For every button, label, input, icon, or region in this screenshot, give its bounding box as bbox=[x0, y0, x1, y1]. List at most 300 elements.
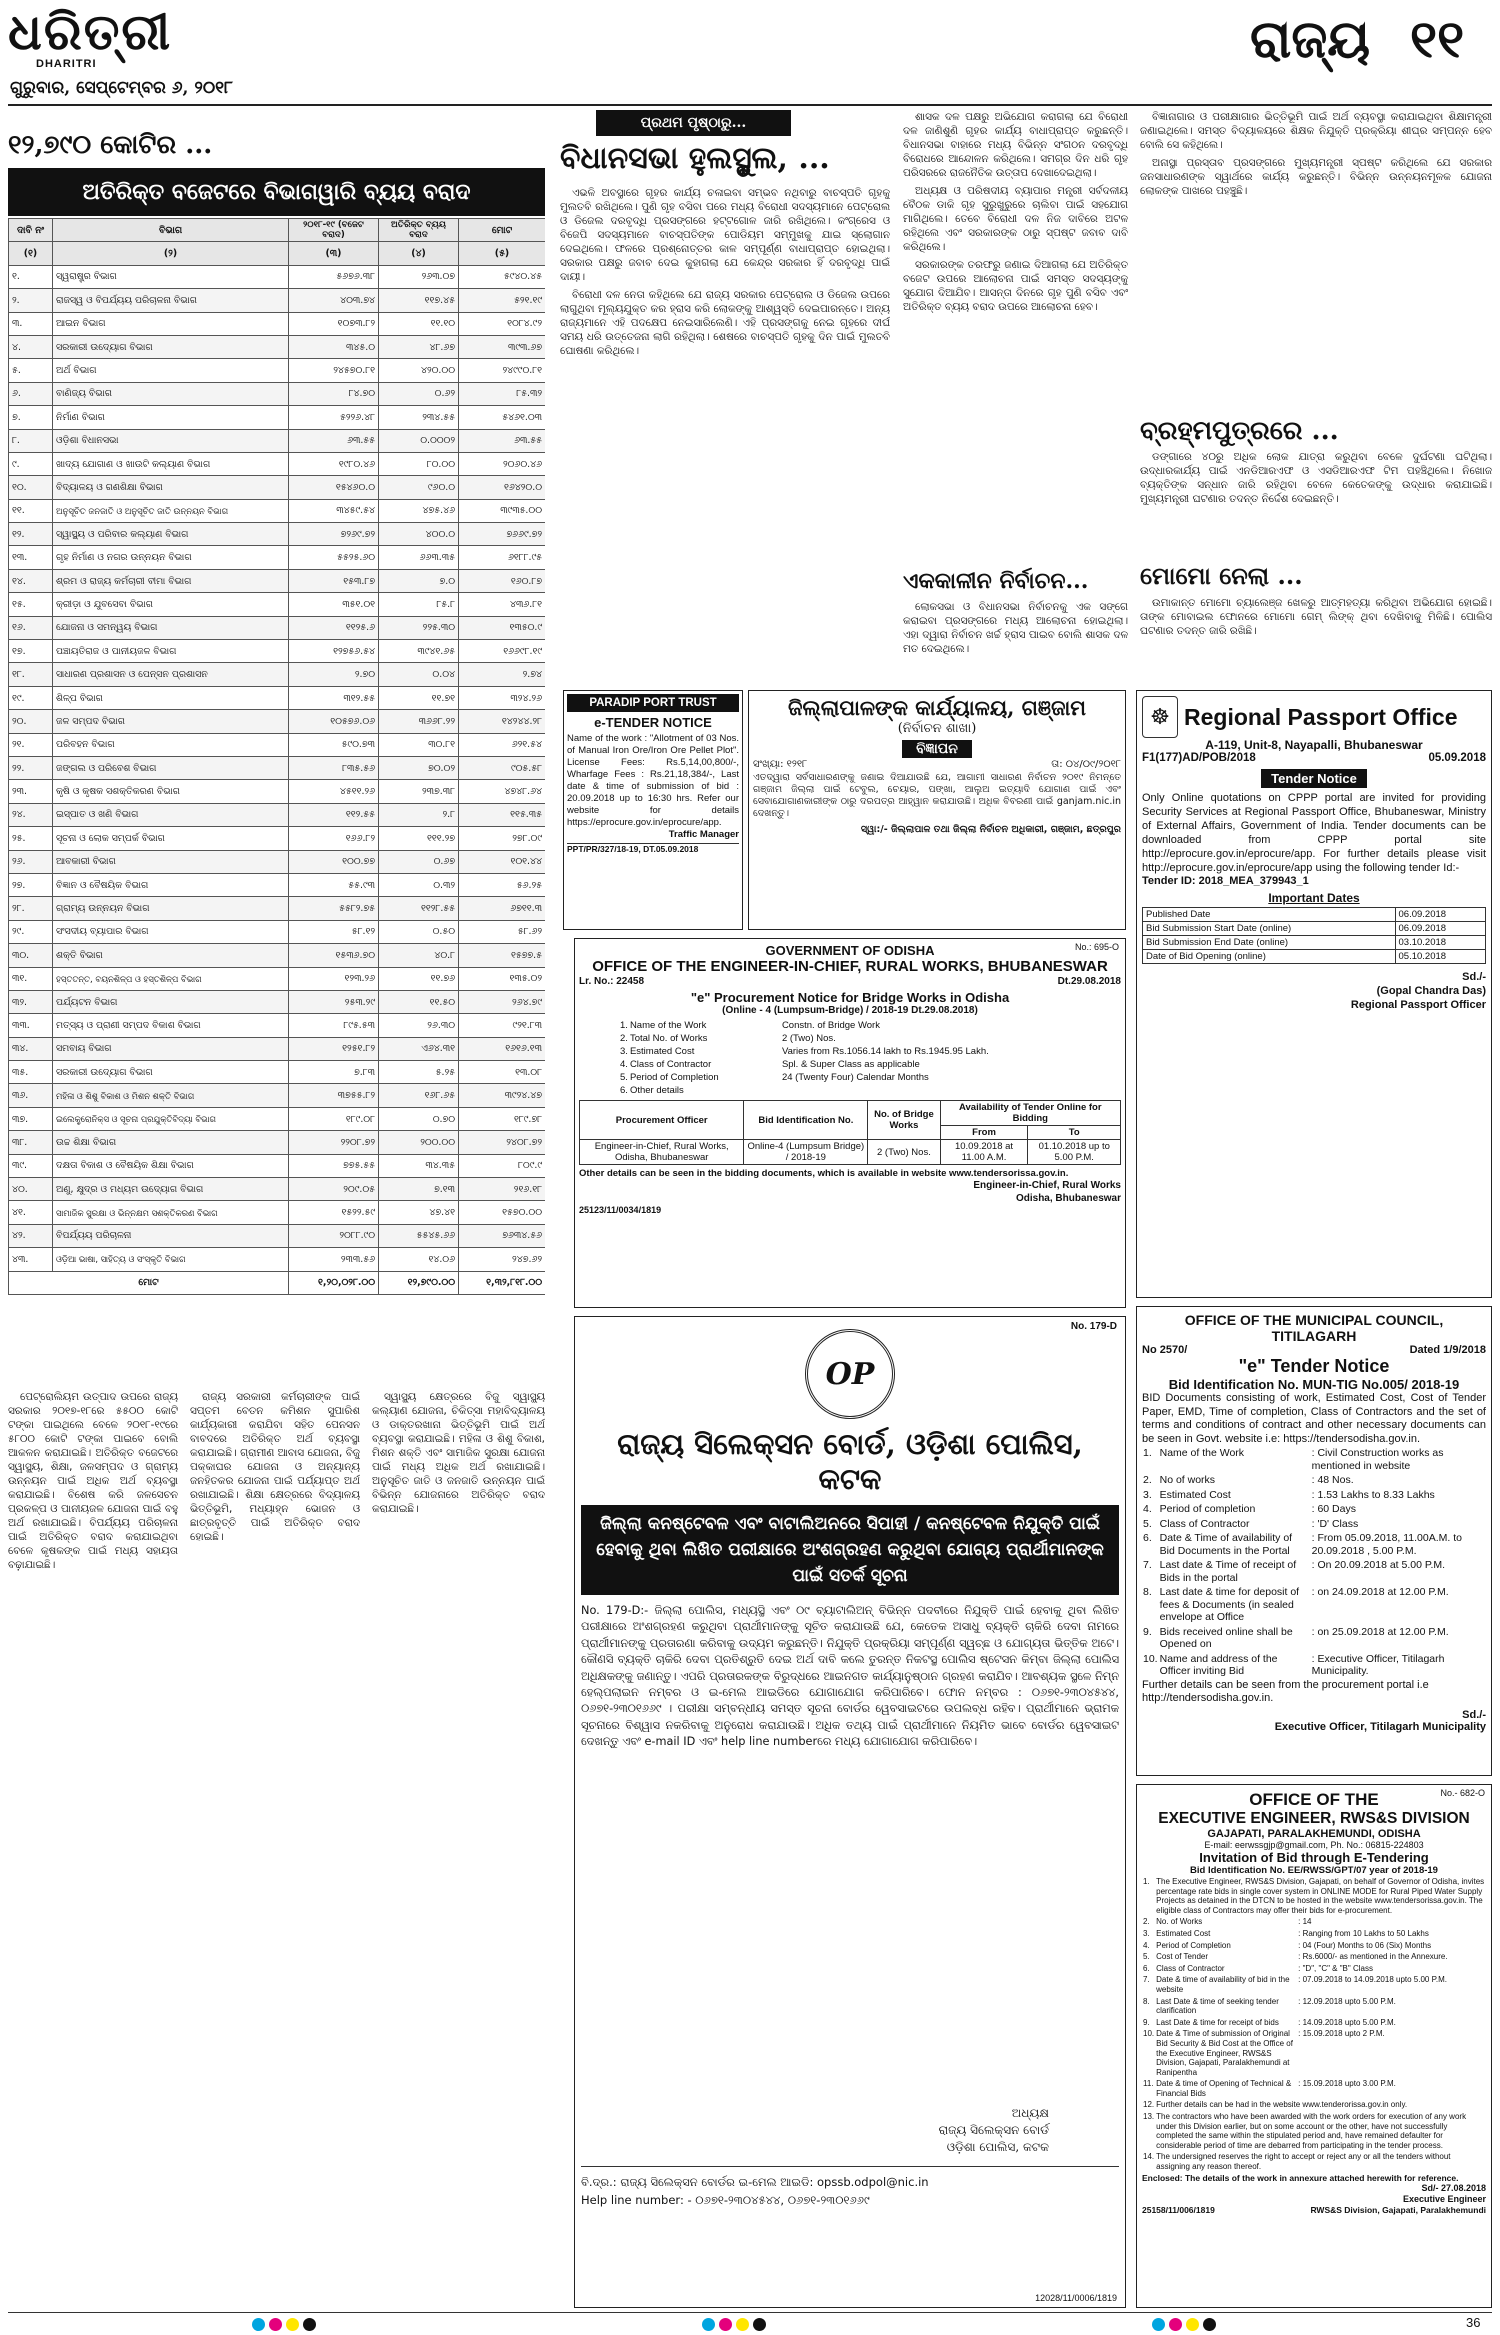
newspaper-logo: ଧରିତ୍ରୀ bbox=[8, 2, 173, 61]
rural-no: No.: 695-O bbox=[1074, 942, 1119, 952]
budget-value: ୮୩୫.୫୬ bbox=[289, 756, 379, 779]
paragraph: ଏଭଳି ଅବସ୍ଥାରେ ଗୃହର କାର୍ଯ୍ୟ ଚଳାଇବା ସମ୍ଭବ ନଥିବାରୁ ବାଚସ୍ପତି ଗୃହକୁ ମୁଲତବି ରଖିଥିଲେ। ପୁଣି ଗୃହ ବସିବା ପରେ ମଧ୍ୟ ବିରୋଧୀ ସଦସ୍ୟମାନେ ପେଟ୍ରୋଲ ଓ ଡିଜେଲ ଦରବୃଦ୍ଧି ପ୍ରସଙ୍ଗରେ ହଟ୍ଟଗୋଳ ଜାରି ରଖିଥିଲେ। କଂଗ୍ରେସ ଓ ବିଜେପି ସଦସ୍ୟମାନେ ବାଚସ୍ପତିଙ୍କ ପୋଡିୟମ ସମ୍ମୁଖକୁ ଯାଇ ସ୍ଲୋଗାନ ଦେଇଥିଲେ। ଫଳରେ ପ୍ରଶ୍ନୋତ୍ତର କାଳ ସମ୍ପୂର୍ଣ୍ଣ ବାଧାପ୍ରାପ୍ତ ହୋଇଥିଲା। ସରକାର ପକ୍ଷରୁ ଜବାବ ଦେଇ କୁହାଗଲା ଯେ କେନ୍ଦ୍ର ସରକାର ହିଁ ଦରବୃଦ୍ଧି ପାଇଁ ଦାୟୀ। bbox=[560, 187, 890, 283]
total-value: ୧୦୮୪.୯୨ bbox=[459, 312, 546, 335]
item-no: 8. bbox=[1143, 1586, 1152, 1598]
extra-value: ୮୦.୦୦ bbox=[379, 452, 459, 475]
demand-no: ୨୦. bbox=[9, 710, 53, 733]
item-no: 13. bbox=[1143, 2112, 1155, 2122]
budget-row bbox=[9, 312, 546, 335]
total-value: ୩୯୨୪.୪୭ bbox=[459, 1084, 546, 1107]
total-value: ୯୨୧.୮୩ bbox=[459, 1014, 546, 1037]
department-name: ମତ୍ସ୍ୟ ଓ ପ୍ରାଣୀ ସମ୍ପଦ ବିକାଶ ବିଭାଗ bbox=[53, 1014, 289, 1037]
budget-story-col3 bbox=[372, 1390, 545, 2308]
item-label: Cost of Tender bbox=[1156, 1952, 1209, 1962]
item-label: Total No. of Works bbox=[629, 1033, 708, 1044]
budget-row bbox=[9, 1131, 546, 1154]
demand-no: ୧୦. bbox=[9, 476, 53, 499]
item-value: : 14.09.2018 upto 5.00 P.M. bbox=[1298, 2017, 1396, 2027]
total-extra: ୧୨,୭୯୦.୦୦ bbox=[379, 1271, 459, 1294]
item-value: Spl. & Super Class as applicable bbox=[781, 1059, 920, 1070]
passport-ad bbox=[1136, 690, 1492, 1298]
department-name: ନିର୍ମାଣ ବିଭାଗ bbox=[53, 406, 289, 429]
titilagarh-title: OFFICE OF THE MUNICIPAL COUNCIL, TITILAGARH bbox=[1184, 1312, 1444, 1344]
extra-value: ୩୯୪୧.୬୫ bbox=[379, 640, 459, 663]
registration-marks bbox=[250, 2316, 318, 2335]
extra-value: ୩୦.୮୧ bbox=[379, 733, 459, 756]
col-header-extra: ଅତିରିକ୍ତ ବ୍ୟୟ ବରାଦ bbox=[379, 219, 459, 242]
ganjam-date: ତା: ୦୪/୦୯/୨୦୧୮ bbox=[1051, 759, 1121, 770]
passport-date: 05.09.2018 bbox=[1428, 752, 1486, 764]
demand-no: ୧. bbox=[9, 265, 53, 288]
rural-dt: Dt.29.08.2018 bbox=[1057, 976, 1121, 987]
police-ad bbox=[574, 1316, 1126, 2308]
passport-notice: Tender Notice bbox=[1261, 769, 1367, 788]
date-label: Published Date bbox=[1143, 908, 1396, 922]
budget-story-col2 bbox=[190, 1390, 360, 2308]
extra-value: ୦.୭୦ bbox=[379, 1107, 459, 1130]
rwss-title1: OFFICE OF THE bbox=[1249, 1790, 1379, 1809]
department-name: ମହିଳା ଓ ଶିଶୁ ବିକାଶ ଓ ମିଶନ ଶକ୍ତି ବିଭାଗ bbox=[53, 1084, 289, 1107]
item-value: : 14 bbox=[1298, 1917, 1312, 1927]
item-label: Last Date & time of seeking tender clarification bbox=[1156, 1996, 1279, 2016]
budget-value: ୮୪.୭୦ bbox=[289, 382, 379, 405]
budget-row bbox=[9, 265, 546, 288]
budget-value: ୧୯୮୦.୪୬ bbox=[289, 452, 379, 475]
total-value: ୫୪୬୧.୦୩ bbox=[459, 406, 546, 429]
item-no: 7. bbox=[1143, 1975, 1150, 1985]
paradip-title: PARADIP PORT TRUST bbox=[567, 694, 739, 712]
department-name: ଅଣୁ, କ୍ଷୁଦ୍ର ଓ ମଧ୍ୟମ ଉଦ୍ୟୋଗ ବିଭାଗ bbox=[53, 1178, 289, 1201]
registration-marks bbox=[700, 2316, 768, 2335]
budget-row bbox=[9, 803, 546, 826]
total-value: ୨୪୭.୬୨ bbox=[459, 1248, 546, 1271]
item-no: 7. bbox=[1143, 1559, 1152, 1571]
brahmaputra-headline: ବ୍ରହ୍ମପୁତ୍ରରେ ... bbox=[1140, 416, 1339, 446]
cyan-dot-icon bbox=[702, 2318, 715, 2331]
th: Procurement Officer bbox=[580, 1101, 744, 1140]
item-no: 3. bbox=[1143, 1488, 1152, 1501]
budget-table-wrap bbox=[8, 218, 545, 1378]
item-value: : 'D' Class bbox=[1311, 1517, 1359, 1530]
col-header-dept: ବିଭାଗ bbox=[53, 219, 289, 242]
department-name: ବାଣିଜ୍ୟ ବିଭାଗ bbox=[53, 382, 289, 405]
date-value: 03.10.2018 bbox=[1395, 936, 1486, 950]
budget-title: ଅତିରିକ୍ତ ବଜେଟରେ ବିଭାଗୱାରି ବ୍ୟୟ ବରାଦ bbox=[82, 179, 471, 205]
demand-no: ୨୪. bbox=[9, 803, 53, 826]
item-label: Date & time of Opening of Technical & Financial Bids bbox=[1156, 2079, 1292, 2098]
total-value: ୧୫୭୭.୫ bbox=[459, 944, 546, 967]
demand-no: ୩୩. bbox=[9, 1014, 53, 1037]
budget-value: ୫୨୨୬.୪୮ bbox=[289, 406, 379, 429]
extra-value: ୦.୦୪ bbox=[379, 663, 459, 686]
department-name: କୃଷି ଓ କୃଷକ ସଶକ୍ତିକରଣ ବିଭାଗ bbox=[53, 780, 289, 803]
paragraph: ଅନାସ୍ଥା ପ୍ରସ୍ତାବ ପ୍ରସଙ୍ଗରେ ମୁଖ୍ୟମନ୍ତ୍ରୀ ସ୍ପଷ୍ଟ କରିଥିଲେ ଯେ ସରକାର ଜନସାଧାରଣଙ୍କ ସ୍ୱାର୍ଥରେ କାର୍ଯ୍ୟ କରୁଛନ୍ତି। ବିଭିନ୍ନ ଉନ୍ନୟନମୂଳକ ଯୋଜନା ଲୋକଙ୍କ ପାଖରେ ପହଞ୍ଚୁଛି। bbox=[1140, 157, 1492, 197]
budget-value: ୫୬୭୬.୩୮ bbox=[289, 265, 379, 288]
item-label: The contractors who have been awarded with the work orders for execution of any work under this Division earlier, but on some account or the other, have not successfully completed the same within the stipulated period and, have remained defaulter for considerable period of time are debarred from participating in the tender process. bbox=[1156, 2112, 1467, 2150]
item-label: The Executive Engineer, RWS&S Division, Gajapati, on behalf of Governor of Odisha, invites percentage rate bids in single cover system in ONLINE MODE for Rural Piped Water Supply Projects as detained in the DTCN to be hosted in the website www.tendersorissa.gov.in. The eligible class of Contractors may offer their bids for e-procurement. bbox=[1156, 1877, 1485, 1915]
item-no: 12. bbox=[1143, 2100, 1155, 2110]
rural-items bbox=[619, 1019, 990, 1097]
sub-header: (୪) bbox=[379, 242, 459, 265]
total-value: ୨୪୦୮.୭୨ bbox=[459, 1131, 546, 1154]
demand-no: ୩୬. bbox=[9, 1084, 53, 1107]
police-title: ରାଜ୍ୟ ସିଲେକ୍ସନ ବୋର୍ଡ, ଓଡ଼ିଶା ପୋଲିସ, କଟକ bbox=[617, 1427, 1083, 1496]
budget-value: ୨୦୯.୦୫ bbox=[289, 1178, 379, 1201]
demand-no: ୧୧. bbox=[9, 499, 53, 522]
item-label: The undersigned reserves the right to accept or reject any or all the tenders without assigning any reason thereof. bbox=[1156, 2152, 1451, 2172]
demand-no: ୩୭. bbox=[9, 1107, 53, 1130]
demand-no: ୨. bbox=[9, 289, 53, 312]
department-name: ବିଦ୍ୟାଳୟ ଓ ଗଣଶିକ୍ଷା ବିଭାଗ bbox=[53, 476, 289, 499]
extra-value: ୨୨୫.୩୦ bbox=[379, 616, 459, 639]
budget-row bbox=[9, 873, 546, 896]
th: To bbox=[1028, 1126, 1121, 1140]
demand-no: ୪୨. bbox=[9, 1224, 53, 1247]
paragraph: ସରକାରଙ୍କ ତରଫରୁ ଜଣାଇ ଦିଆଗଲା ଯେ ଅତିରିକ୍ତ ବଜେଟ ଉପରେ ଆଲୋଚନା ପାଇଁ ସମସ୍ତ ସଦସ୍ୟଙ୍କୁ ସୁଯୋଗ ଦିଆଯିବ। ଆସନ୍ତା ଦିନରେ ଗୃହ ପୁଣି ବସିବ ଏବଂ ଅତିରିକ୍ତ ବ୍ୟୟ ବରାଦ ଉପରେ ଆଲୋଚନା ହେବ। bbox=[903, 259, 1128, 313]
department-name: ସ୍ୱରାଷ୍ଟ୍ର ବିଭାଗ bbox=[53, 265, 289, 288]
total-value: ୭୬୬୯.୭୨ bbox=[459, 523, 546, 546]
date-value: 06.09.2018 bbox=[1395, 922, 1486, 936]
black-dot-icon bbox=[303, 2318, 316, 2331]
date-value: 05.10.2018 bbox=[1395, 950, 1486, 964]
demand-no: ୨୧. bbox=[9, 733, 53, 756]
budget-value: ୧୨୭୫୬.୫୪ bbox=[289, 640, 379, 663]
extra-value: ୭୦.୦୨ bbox=[379, 756, 459, 779]
total-value: ୧୫୭୦.୦୦ bbox=[459, 1201, 546, 1224]
demand-no: ୩୮. bbox=[9, 1131, 53, 1154]
yellow-dot-icon bbox=[1186, 2318, 1199, 2331]
titilagarh-footer: Further details can be seen from the procurement portal i.e http://tendersodisha.gov.in. bbox=[1142, 1678, 1429, 1704]
budget-row bbox=[9, 640, 546, 663]
item-label: Other details bbox=[629, 1085, 684, 1096]
rural-notice: "e" Procurement Notice for Bridge Works in Odisha bbox=[690, 990, 1010, 1005]
rural-works-ad bbox=[574, 938, 1126, 1308]
extra-value: ୦.୬୨ bbox=[379, 382, 459, 405]
total-value: ୬୧୮୮.୯୫ bbox=[459, 546, 546, 569]
budget-value: ୨.୭୦ bbox=[289, 663, 379, 686]
budget-value: ୫୫୨୫.୬୦ bbox=[289, 546, 379, 569]
budget-row bbox=[9, 382, 546, 405]
passport-address: A-119, Unit-8, Nayapalli, Bhubaneswar bbox=[1205, 738, 1423, 752]
item-value: : on 24.09.2018 at 12.00 P.M. bbox=[1311, 1586, 1449, 1598]
rwss-enclosed: Enclosed: The details of the work in annexure attached herewith for reference. bbox=[1142, 2172, 1459, 2183]
ganjam-notice: ବିଜ୍ଞାପନ bbox=[902, 740, 972, 758]
budget-row bbox=[9, 1014, 546, 1037]
extra-value: ୧୧୧.୨୭ bbox=[379, 827, 459, 850]
item-label: Date & time of availability of bid in the website bbox=[1156, 1975, 1290, 1994]
titilagarh-ad bbox=[1136, 1306, 1492, 1776]
item-no: 8. bbox=[1143, 1996, 1150, 2006]
total-value: ୧୩୫୦.୯ bbox=[459, 616, 546, 639]
demand-no: ୨୬. bbox=[9, 850, 53, 873]
total-value: ୧୬୧୬.୧୩ bbox=[459, 1037, 546, 1060]
department-name: ଜଳ ସମ୍ପଦ ବିଭାଗ bbox=[53, 710, 289, 733]
date-label: Bid Submission End Date (online) bbox=[1143, 936, 1396, 950]
sub-header: (୫) bbox=[459, 242, 546, 265]
budget-value: ୧୫୪୬୦.୦ bbox=[289, 476, 379, 499]
ganjam-subtitle: (ନିର୍ବାଚନ ଶାଖା) bbox=[897, 721, 977, 736]
demand-no: ୩. bbox=[9, 312, 53, 335]
paragraph: ରାଜ୍ୟ ସରକାରୀ କର୍ମଚାରୀଙ୍କ ପାଇଁ ସପ୍ତମ ବେତନ କମିଶନ ସୁପାରିଶ କାର୍ଯ୍ୟକାରୀ କରାଯିବା ସହିତ ପେନସନ ବାବଦରେ ଅତିରିକ୍ତ ଅର୍ଥ ବ୍ୟବସ୍ଥା କରାଯାଇଛି। ଗ୍ରାମୀଣ ଆବାସ ଯୋଜନା, ବିଜୁ ପକ୍କାଘର ଯୋଜନା ଓ ଅନ୍ୟାନ୍ୟ ଜନହିତକର ଯୋଜନା ପାଇଁ ପର୍ଯ୍ୟାପ୍ତ ଅର୍ଥ ରଖାଯାଇଛି। ଶିକ୍ଷା କ୍ଷେତ୍ରରେ ବିଦ୍ୟାଳୟ ଭିତ୍ତିଭୂମି, ମଧ୍ୟାହ୍ନ ଭୋଜନ ଓ ଛାତ୍ରବୃତ୍ତି ପାଇଁ ଅତିରିକ୍ତ ବରାଦ ହୋଇଛି। bbox=[190, 1391, 360, 1543]
demand-no: ୨୮. bbox=[9, 897, 53, 920]
extra-value: ୮୫.୮ bbox=[379, 593, 459, 616]
budget-row bbox=[9, 710, 546, 733]
item-value: : 1.53 Lakhs to 8.33 Lakhs bbox=[1311, 1488, 1435, 1501]
department-name: ସଂସଦୀୟ ବ୍ୟାପାର ବିଭାଗ bbox=[53, 920, 289, 943]
rwss-no: No.- 682-O bbox=[1440, 1788, 1485, 1798]
item-no: 4. bbox=[1143, 1503, 1152, 1515]
page-number-header: ୧୧ bbox=[1410, 9, 1465, 70]
department-name: ପର୍ଯ୍ୟଟନ ବିଭାଗ bbox=[53, 990, 289, 1013]
total-value: ୫୮.୬୨ bbox=[459, 920, 546, 943]
rwss-notice: Invitation of Bid through E-Tendering bbox=[1199, 1850, 1429, 1865]
footer-rule bbox=[8, 2312, 1492, 2313]
titilagarh-notice: "e" Tender Notice bbox=[1238, 1356, 1390, 1376]
extra-value: ୧୬୮.୬୫ bbox=[379, 1084, 459, 1107]
magenta-dot-icon bbox=[719, 2318, 732, 2331]
budget-value: ୬୩.୫୫ bbox=[289, 429, 379, 452]
police-code: 12028/11/0006/1819 bbox=[1035, 2293, 1117, 2303]
demand-no: ୨୫. bbox=[9, 827, 53, 850]
right-col-top bbox=[1140, 110, 1492, 410]
extra-value: ୧୧୭.୪୫ bbox=[379, 289, 459, 312]
extra-value: ୨.୮ bbox=[379, 803, 459, 826]
demand-no: ୮. bbox=[9, 429, 53, 452]
sub-header: (୩) bbox=[289, 242, 379, 265]
rwss-email: E-mail: eerwssgjp@gmail.com, Ph. No.: 06815-224803 bbox=[1204, 1840, 1424, 1850]
col-header-budget: ୨୦୧୮-୧୯ (ବଜେଟ ବରାଦ) bbox=[289, 219, 379, 242]
budget-value: ୧୬୬.୮୨ bbox=[289, 827, 379, 850]
item-label: Class of Contractor bbox=[1159, 1517, 1250, 1530]
department-name: ଓଡ଼ିଆ ଭାଷା, ସାହିତ୍ୟ ଓ ସଂସ୍କୃତି ବିଭାଗ bbox=[53, 1248, 289, 1271]
cyan-dot-icon bbox=[1152, 2318, 1165, 2331]
total-budget: ୧,୨୦,୦୨୮.୦୦ bbox=[289, 1271, 379, 1294]
police-banner: ଜିଲ୍ଲା କନଷ୍ଟେବଳ ଏବଂ ବାଟାଲିଅନରେ ସିପାହୀ / କନଷ୍ଟେବଳ ନିଯୁକ୍ତି ପାଇଁ ହେବାକୁ ଥିବା ଲିଖିତ ପରୀକ୍ଷାରେ ଅଂଶଗ୍ରହଣ କରୁଥିବା ଯୋଗ୍ୟ ପ୍ରାର୍ଥୀମାନଙ୍କ ପାଇଁ ସତର୍କ ସୂଚନା bbox=[581, 1505, 1119, 1595]
item-no: 5. bbox=[1143, 1517, 1152, 1530]
paragraph: ଲୋକସଭା ଓ ବିଧାନସଭା ନିର୍ବାଚନକୁ ଏକ ସଙ୍ଗେ କରାଇବା ପ୍ରସଙ୍ଗରେ ମଧ୍ୟ ଆଲୋଚନା ହୋଇଥିଲା। ଏହା ଦ୍ୱାରା ନିର୍ବାଚନ ଖର୍ଚ୍ଚ ହ୍ରାସ ପାଇବ ବୋଲି ଶାସକ ଦଳ ମତ ଦେଇଥିଲେ। bbox=[903, 601, 1128, 655]
paradip-sign: Traffic Manager bbox=[668, 829, 739, 840]
total-value: ୯୦୫.୫୮ bbox=[459, 756, 546, 779]
td: 01.10.2018 up to 5.00 P.M. bbox=[1028, 1140, 1121, 1165]
item-value: : Executive Officer, Titilagarh Municipality. bbox=[1311, 1652, 1445, 1677]
budget-value: ୩୪୫୯.୫୪ bbox=[289, 499, 379, 522]
extra-value: ୧୧.୧୦ bbox=[379, 312, 459, 335]
passport-body: Only Online quotations on CPPP portal are invited for providing Security Services at Regional Passport Office, Bhubaneswar, Ministry of External Affairs, Government of India. Tender documents can be downloaded from CPPP portal site http://eprocure.gov.in/eprocure/app. For further details please visit http://eprocure.gov.in/eprocure/app using the following tender Id:- bbox=[1142, 792, 1486, 874]
budget-row bbox=[9, 476, 546, 499]
item-value: : 07.09.2018 to 14.09.2018 upto 5.00 P.M. bbox=[1298, 1975, 1447, 1985]
total-value: ୨୭୮.୦୯ bbox=[459, 827, 546, 850]
rwss-place: GAJAPATI, PARALAKHEMUNDI, ODISHA bbox=[1207, 1828, 1421, 1840]
budget-row bbox=[9, 827, 546, 850]
extra-value: ୪୮.୬୭ bbox=[379, 335, 459, 358]
titilagarh-date: Dated 1/9/2018 bbox=[1409, 1344, 1486, 1356]
budget-row bbox=[9, 920, 546, 943]
extra-value: ୪୭.୪୧ bbox=[379, 1201, 459, 1224]
budget-row bbox=[9, 546, 546, 569]
total-value: ୧୮୯.୭୮ bbox=[459, 1107, 546, 1130]
td: 10.09.2018 at 11.00 A.M. bbox=[940, 1140, 1028, 1165]
th: No. of Bridge Works bbox=[868, 1101, 940, 1140]
demand-no: ୧୫. bbox=[9, 593, 53, 616]
department-name: ଜଙ୍ଗଲ ଓ ପରିବେଶ ବିଭାଗ bbox=[53, 756, 289, 779]
demand-no: ୧୨. bbox=[9, 523, 53, 546]
department-name: ଇସ୍ପାତ ଓ ଖଣି ବିଭାଗ bbox=[53, 803, 289, 826]
department-name: ରାଜସ୍ୱ ଓ ବିପର୍ଯ୍ୟୟ ପରିଚାଳନା ବିଭାଗ bbox=[53, 289, 289, 312]
department-name: ଶିଳ୍ପ ବିଭାଗ bbox=[53, 686, 289, 709]
item-no: 5. bbox=[620, 1072, 628, 1083]
item-label: Bids received online shall be Opened on bbox=[1159, 1625, 1293, 1650]
demand-no: ୩୪. bbox=[9, 1037, 53, 1060]
budget-row bbox=[9, 452, 546, 475]
budget-row bbox=[9, 1037, 546, 1060]
demand-no: ୨୩. bbox=[9, 780, 53, 803]
demand-no: ୪୦. bbox=[9, 1178, 53, 1201]
department-name: ଗ୍ରାମ୍ୟ ଉନ୍ନୟନ ବିଭାଗ bbox=[53, 897, 289, 920]
budget-row bbox=[9, 335, 546, 358]
budget-value: ୩୧୨.୫୫ bbox=[289, 686, 379, 709]
passport-tender-id: Tender ID: 2018_MEA_379943_1 bbox=[1142, 875, 1309, 887]
item-label: Name of the Work bbox=[629, 1020, 707, 1031]
td: 2 (Two) Nos. bbox=[868, 1140, 940, 1165]
department-name: ଆଇନ ବିଭାଗ bbox=[53, 312, 289, 335]
extra-value: ୧୧.୭୬ bbox=[379, 967, 459, 990]
sub-header: (୧) bbox=[9, 242, 53, 265]
rwss-items bbox=[1142, 1876, 1486, 2173]
item-no: 2. bbox=[1143, 1474, 1152, 1486]
demand-no: ୧୯. bbox=[9, 686, 53, 709]
extra-value: ୨୬୩.୦୭ bbox=[379, 265, 459, 288]
demand-no: ୩୧. bbox=[9, 967, 53, 990]
assembly-col2 bbox=[903, 110, 1128, 560]
item-value bbox=[781, 1084, 990, 1097]
registration-marks bbox=[1150, 2316, 1218, 2335]
th: Bid Identification No. bbox=[744, 1101, 868, 1140]
budget-row bbox=[9, 1201, 546, 1224]
budget-row bbox=[9, 990, 546, 1013]
department-name: ଅର୍ଥ ବିଭାଗ bbox=[53, 359, 289, 382]
item-label: Period of completion bbox=[1159, 1503, 1256, 1515]
item-no: 10. bbox=[1143, 2029, 1155, 2039]
item-value: : 15.09.2018 upto 2 P.M. bbox=[1298, 2029, 1385, 2039]
titilagarh-sign: Sd./- bbox=[1462, 1708, 1486, 1721]
budget-value: ୩୫୧.୦୧ bbox=[289, 593, 379, 616]
demand-no: ୧୪. bbox=[9, 569, 53, 592]
budget-value: ୧୫୨୨.୫୯ bbox=[289, 1201, 379, 1224]
budget-value: ୭୨୬୯.୭୨ bbox=[289, 523, 379, 546]
budget-row bbox=[9, 1107, 546, 1130]
item-no: 6. bbox=[1143, 1963, 1150, 1973]
total-value: ୧୬୦.୮୭ bbox=[459, 569, 546, 592]
black-dot-icon bbox=[753, 2318, 766, 2331]
total-value: ୩୯୩୫.୦୦ bbox=[459, 499, 546, 522]
budget-row bbox=[9, 1061, 546, 1084]
date-label: Bid Submission Start Date (online) bbox=[1143, 922, 1396, 936]
budget-kicker: ୧୨,୭୯୦ କୋଟିର ... bbox=[8, 130, 213, 160]
budget-row bbox=[9, 289, 546, 312]
odisha-police-logo bbox=[805, 1329, 895, 1419]
demand-no: ୯. bbox=[9, 452, 53, 475]
total-value: ୩୯୩.୬୭ bbox=[459, 335, 546, 358]
item-no: 14. bbox=[1143, 2152, 1155, 2162]
item-no: 3. bbox=[1143, 1928, 1150, 1938]
item-no: 1. bbox=[1143, 1877, 1150, 1886]
department-name: ବିପର୍ଯ୍ୟୟ ପରିଚାଳନା bbox=[53, 1224, 289, 1247]
budget-row bbox=[9, 733, 546, 756]
rural-table bbox=[579, 1100, 1121, 1165]
total-value: ୨୪୯୯୦.୮୧ bbox=[459, 359, 546, 382]
total-value: ୬୩.୫୫ bbox=[459, 429, 546, 452]
budget-value: ୧୫୩.୮୭ bbox=[289, 569, 379, 592]
item-value: : 60 Days bbox=[1311, 1503, 1356, 1515]
demand-no: ୨୯. bbox=[9, 920, 53, 943]
department-name: ଉଚ୍ଚ ଶିକ୍ଷା ବିଭାଗ bbox=[53, 1131, 289, 1154]
demand-no: ୨୨. bbox=[9, 756, 53, 779]
department-name: ଆବକାରୀ ବିଭାଗ bbox=[53, 850, 289, 873]
item-value: : 04 (Four) Months to 06 (Six) Months bbox=[1298, 1940, 1432, 1950]
item-label: Class of Contractor bbox=[1156, 1963, 1225, 1973]
titilagarh-bid: Bid Identification No. MUN-TIG No.005/ 2018-19 bbox=[1168, 1377, 1460, 1392]
th: From bbox=[940, 1126, 1028, 1140]
department-name: ବିଜ୍ଞାନ ଓ ବୈଷୟିକ ବିଭାଗ bbox=[53, 873, 289, 896]
extra-value: ୨୩୭.୩୮ bbox=[379, 780, 459, 803]
total-value: ୬୨୧.୫୪ bbox=[459, 733, 546, 756]
budget-row bbox=[9, 897, 546, 920]
demand-no: ୩୦. bbox=[9, 944, 53, 967]
department-name: ସୂଚନା ଓ ଲୋକ ସମ୍ପର୍କ ବିଭାଗ bbox=[53, 827, 289, 850]
budget-value: ୭.୮୩ bbox=[289, 1061, 379, 1084]
rwss-title2: EXECUTIVE ENGINEER, RWS&S DIVISION bbox=[1158, 1810, 1470, 1827]
extra-value: ୦.୫୦ bbox=[379, 920, 459, 943]
extra-value: ୪୦୦.୦ bbox=[379, 523, 459, 546]
budget-value: ୧୦୫୭୬.୦୬ bbox=[289, 710, 379, 733]
item-label: Class of Contractor bbox=[629, 1059, 712, 1070]
budget-row bbox=[9, 663, 546, 686]
item-label: Name and address of the Officer inviting Bid bbox=[1159, 1652, 1278, 1677]
item-label: Estimated Cost bbox=[1159, 1488, 1231, 1501]
newspaper-logo-sub: DHARITRI bbox=[36, 58, 97, 70]
budget-row bbox=[9, 1248, 546, 1271]
budget-value: ୧୨୫୧.୮୨ bbox=[289, 1037, 379, 1060]
demand-no: ୪୩. bbox=[9, 1248, 53, 1271]
extra-value: ୯୬୦.୦ bbox=[379, 476, 459, 499]
total-value: ୭୬୩୪.୫୬ bbox=[459, 1224, 546, 1247]
department-name: ସାଧାରଣ ପ୍ରଶାସନ ଓ ପେନ୍‌ସନ ପ୍ରଶାସନ bbox=[53, 663, 289, 686]
item-label: Estimated Cost bbox=[629, 1046, 695, 1057]
item-label: Last Date & time for receipt of bids bbox=[1156, 2017, 1279, 2027]
rural-title: OFFICE OF THE ENGINEER-IN-CHIEF, RURAL WORKS, BHUBANESWAR bbox=[592, 958, 1108, 975]
extra-value: ୦.୬୭ bbox=[379, 850, 459, 873]
department-name: ପରିବହନ ବିଭାଗ bbox=[53, 733, 289, 756]
extra-value: ୧୧.୭୧ bbox=[379, 686, 459, 709]
page-number: 36 bbox=[1466, 2315, 1481, 2330]
rural-footer: Other details can be seen in the bidding documents, which is available in website www.tendersorissa.gov.in. bbox=[579, 1168, 1069, 1179]
item-no: 2. bbox=[620, 1033, 628, 1044]
rural-sign2: Odisha, Bhubaneswar bbox=[1015, 1193, 1121, 1204]
item-value: 2 (Two) Nos. bbox=[781, 1033, 836, 1044]
total-value: ୫୨୧.୧୯ bbox=[459, 289, 546, 312]
col-header-no: ଦାବି ନଂ bbox=[9, 219, 53, 242]
department-name: ଇଲେକ୍ଟ୍ରୋନିକ୍ସ ଓ ସୂଚନା ପ୍ରଯୁକ୍ତିବିଦ୍ୟା ବିଭାଗ bbox=[53, 1107, 289, 1130]
budget-value: ୨୪୫୭୦.୮୧ bbox=[289, 359, 379, 382]
assembly-col1 bbox=[560, 186, 890, 676]
item-no: 9. bbox=[1143, 1625, 1152, 1638]
ganjam-body: ଏତଦ୍ୱାରା ସର୍ବସାଧାରଣଙ୍କୁ ଜଣାଇ ଦିଆଯାଉଛି ଯେ, ଆଗାମୀ ସାଧାରଣ ନିର୍ବାଚନ ୨୦୧୯ ନିମନ୍ତେ ଗଞ୍ଜାମ ଜିଲ୍ଲା ପାଇଁ ଟେବୁଲ, ଚେୟାର, ପଙ୍ଖା, ଆଲୁଅ ଇତ୍ୟାଦି ଯୋଗାଣ ପାଇଁ ଏବଂ ସେବାଯୋଗାଣକାରୀଙ୍କ ଠାରୁ ଦରପତ୍ର ଆହ୍ୱାନ କରାଯାଉଛି। ଅଧିକ ବିବରଣୀ ପାଇଁ ganjam.nic.in ଦେଖନ୍ତୁ। bbox=[753, 772, 1121, 819]
total-label: ମୋଟ bbox=[9, 1271, 289, 1294]
demand-no: ୩୨. bbox=[9, 990, 53, 1013]
extra-value: ୫.୨୫ bbox=[379, 1061, 459, 1084]
col-header-total: ମୋଟ bbox=[459, 219, 546, 242]
budget-value: ୨୩୩.୫୬ bbox=[289, 1248, 379, 1271]
